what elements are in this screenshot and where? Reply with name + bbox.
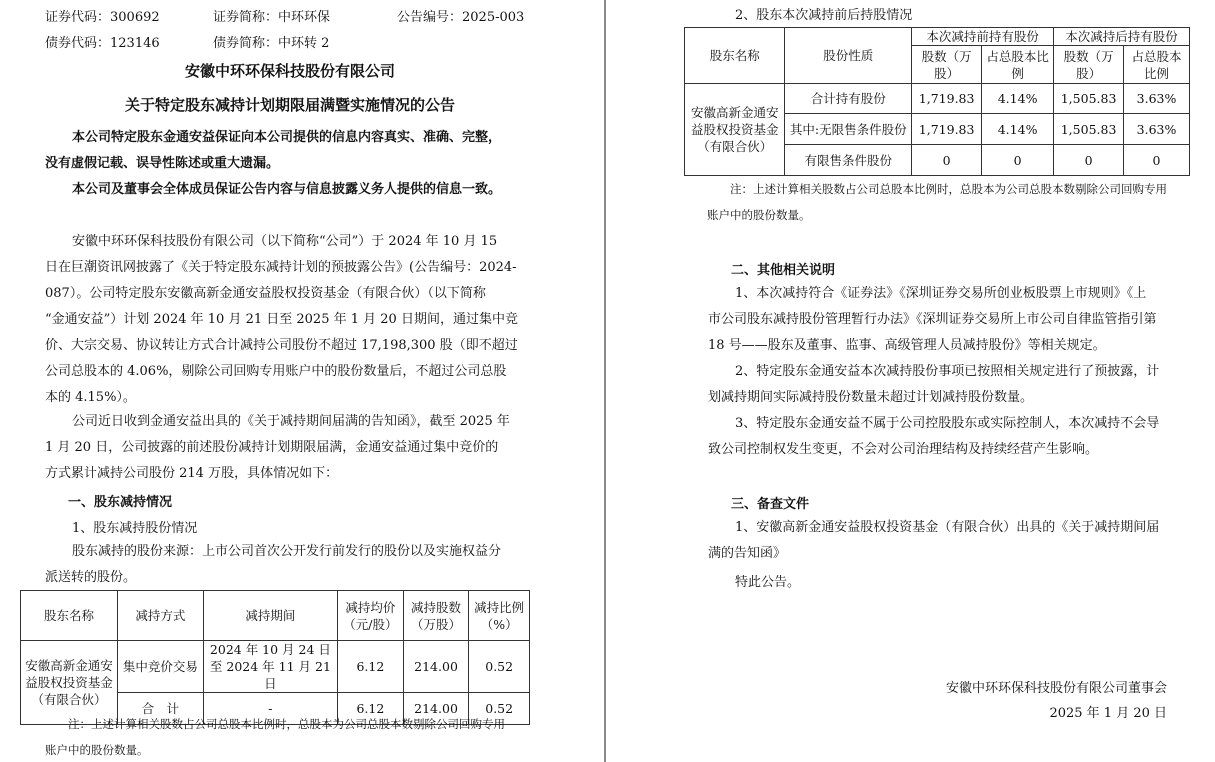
table-1-note: 注：上述计算相关股数占公司总股本比例时，总股本为公司总股本数剔除公司回购专用 账户中的股份数量。 xyxy=(45,717,505,757)
notice-number: 公告编号：2025-003 xyxy=(397,10,525,25)
closing-text: 特此公告。 xyxy=(735,575,801,590)
holdings-table xyxy=(684,27,1190,176)
holder-name-cell: 安徽高新金通安益股权投资基金（有限合伙） xyxy=(685,84,785,176)
explanation-item-3: 3、特定股东金通安益不属于公司控股股东或实际控制人，本次减持不会导 致公司控制权发生变更，不会对公司治理结构及持续经营产生影响。 xyxy=(708,416,1160,457)
bond-name: 债券简称：中环转 2 xyxy=(213,36,330,51)
board-signature: 安徽中环环保科技股份有限公司董事会 xyxy=(945,681,1167,696)
reduction-table xyxy=(20,590,530,725)
explanation-item-1: 1、本次减持符合《证券法》《深圳证券交易所创业板股票上市规则》《上 市公司股东减持股份管理暂行办法》《深圳证券交易所上市公司自律监管指引第 18 号——股东及董事、监事、高级管理人员减持股份》等相关规定。 xyxy=(708,286,1157,353)
section-3-heading: 三、备查文件 xyxy=(731,497,810,512)
left-page xyxy=(0,0,604,762)
stock-code: 证券代码：300692 xyxy=(45,10,160,25)
subsection-2-heading: 2、股东本次减持前后持股情况 xyxy=(735,8,913,23)
table-2-note: 注：上述计算相关股数占公司总股本比例时，总股本为公司总股本数剔除公司回购专用 账户中的股份数量。 xyxy=(707,182,1167,222)
stock-name: 证券简称：中环环保 xyxy=(213,10,331,25)
table-header-row: 股东名称 减持方式 减持期间 减持均价（元/股） 减持股数（万股） 减持比例（%） xyxy=(21,591,530,641)
table-row: 安徽高新金通安益股权投资基金（有限合伙） 合计持有股份 1,719.83 4.14% 1,505.83 3.63% xyxy=(685,84,1190,114)
reference-documents: 1、安徽高新金通安益股权投资基金（有限合伙）出具的《关于减持期间届 满的告知函》 xyxy=(708,520,1160,561)
table-header-row: 股东名称 股份性质 本次减持前持有股份 本次减持后持有股份 xyxy=(685,28,1190,46)
page-divider xyxy=(604,0,606,762)
table-row: 其中:无限售条件股份 1,719.83 4.14% 1,505.83 3.63% xyxy=(685,114,1190,145)
right-page xyxy=(607,0,1215,762)
bond-code: 债券代码：123146 xyxy=(45,36,160,51)
paragraph-2: 公司近日收到金通安益出具的《关于减持期间届满的告知函》，截至 2025 年 1 月 20 日，公司披露的前述股份减持计划期限届满，金通安益通过集中竞价的 方式累计减持公司股份 214 万股，具体情况如下： xyxy=(45,414,510,481)
subsection-1-heading: 1、股东减持股份情况 xyxy=(72,521,198,536)
table-total-row: 合 计 - 6.12 214.00 0.52 xyxy=(21,693,530,725)
table-subheader-row: 股数（万股） 占总股本比例 股数（万股） 占总股本比例 xyxy=(685,46,1190,84)
guarantee-line-1: 本公司特定股东金通安益保证向本公司提供的信息内容真实、准确、完整， xyxy=(72,130,502,145)
guarantee-line-2: 没有虚假记载、误导性陈述或重大遗漏。 xyxy=(45,156,280,171)
paragraph-1: 安徽中环环保科技股份有限公司（以下简称“公司”）于 2024 年 10 月 15 日在巨潮资讯网披露了《关于特定股东减持计划的预披露公告》(公告编号：2024- 087）。公司特定股东安徽高新金通安益股权投资基金（有限合伙）（以下简称 “金通安益”）计划 2024 年 10 月 21 日至 2025 年 1 月 20 日期间，通过集中竞 价、大宗交易、协议转让方式合计减持公司股份不超过 17,198,300 股（即不超过 公司总股本的 4.06%，剔除公司回购专用账户中的股份数量后，不超过公司总股 本的 4.15%）。 xyxy=(45,234,518,405)
signature-date: 2025 年 1 月 20 日 xyxy=(1049,706,1167,721)
table-row: 有限售条件股份 0 0 0 0 xyxy=(685,145,1190,176)
table-row: 安徽高新金通安益股权投资基金（有限合伙） 集中竞价交易 2024 年 10 月 24 日至 2024 年 11 月 21 日 6.12 214.00 0.52 xyxy=(21,641,530,693)
announcement-title: 关于特定股东减持计划期限届满暨实施情况的公告 xyxy=(124,96,455,114)
company-title: 安徽中环环保科技股份有限公司 xyxy=(184,62,395,80)
holder-name-cell: 安徽高新金通安益股权投资基金（有限合伙） xyxy=(21,641,118,725)
explanation-item-2: 2、特定股东金通安益本次减持股份事项已按照相关规定进行了预披露，计 划减持期间实际减持股份数量未超过计划减持股份数量。 xyxy=(708,364,1160,405)
shares-source: 股东减持的股份来源：上市公司首次公开发行前发行的股份以及实施权益分 派送转的股份。 xyxy=(45,544,502,585)
section-1-heading: 一、股东减持情况 xyxy=(68,495,173,510)
section-2-heading: 二、其他相关说明 xyxy=(731,263,836,278)
guarantee-line-3: 本公司及董事会全体成员保证公告内容与信息披露义务人提供的信息一致。 xyxy=(72,182,502,197)
